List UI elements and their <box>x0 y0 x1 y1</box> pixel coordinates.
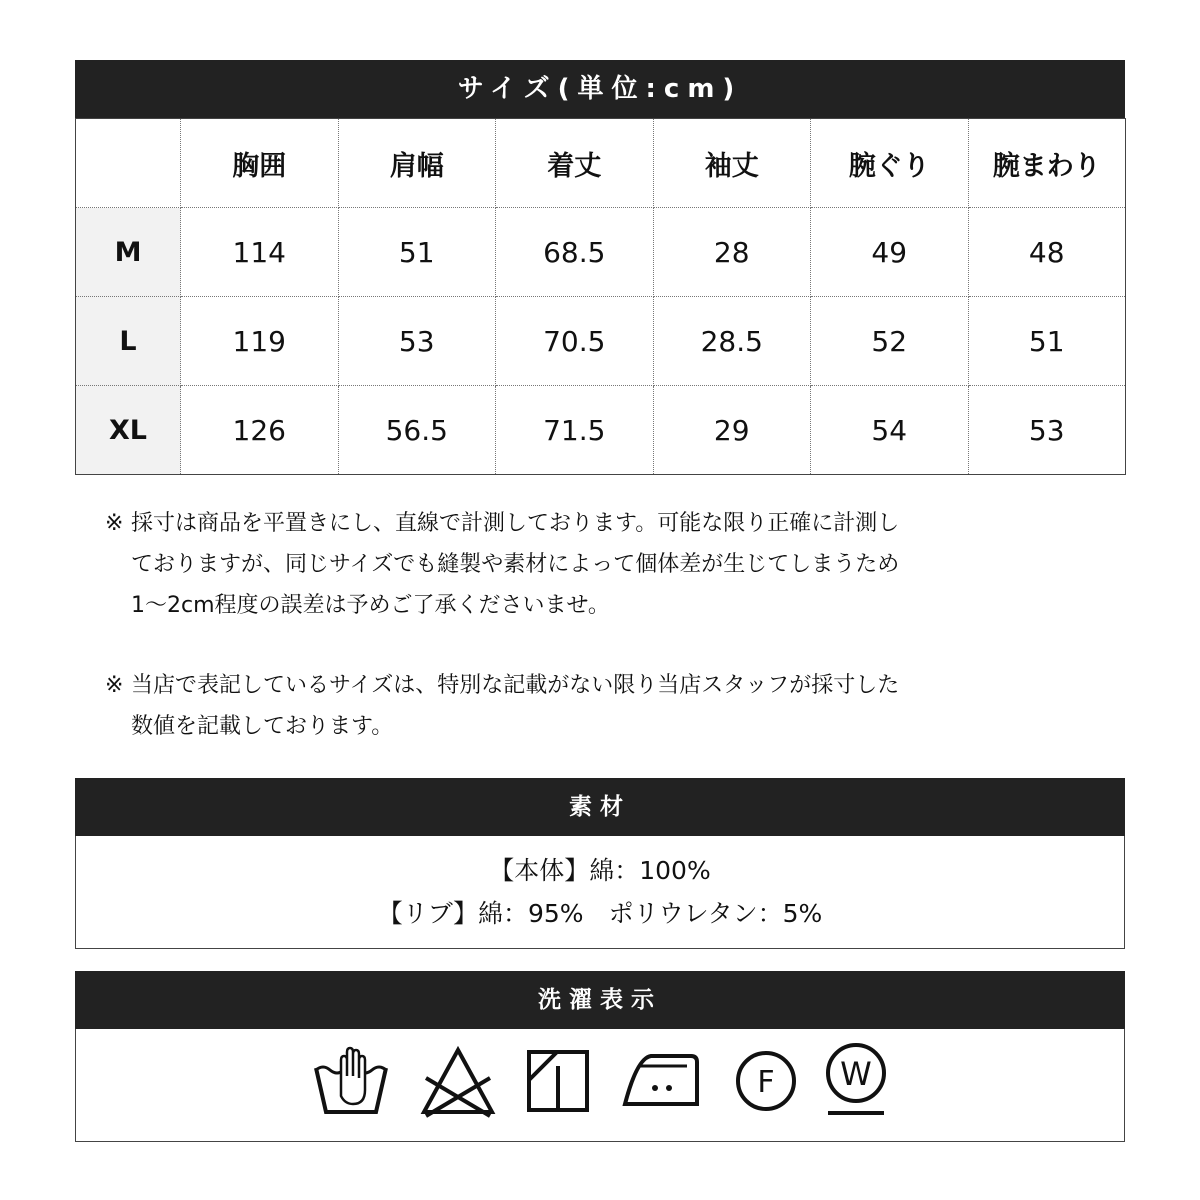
iron-low-icon <box>621 1052 701 1108</box>
measurement-note <box>105 503 1025 626</box>
table-row <box>76 208 1126 297</box>
material-line: 【本体】綿：100% <box>489 856 711 885</box>
table-cell: 119 <box>181 297 339 386</box>
material-line: 【リブ】綿：95% ポリウレタン：5% <box>377 899 823 928</box>
table-cell: 56.5 <box>338 386 496 475</box>
dry-clean-f-letter: F <box>757 1065 775 1100</box>
column-header: 腕ぐり <box>811 119 969 208</box>
table-cell: 70.5 <box>496 297 654 386</box>
table-row <box>76 386 1126 475</box>
table-cell: 53 <box>968 386 1126 475</box>
note-line: ておりますが、同じサイズでも縫製や素材によって個体差が生じてしまうため <box>131 552 900 577</box>
size-label: XL <box>76 386 181 475</box>
size-table-corner <box>76 119 181 208</box>
no-bleach-icon <box>420 1046 496 1118</box>
dry-clean-f-icon <box>734 1049 798 1113</box>
table-cell: 114 <box>181 208 339 297</box>
column-header: 肩幅 <box>338 119 496 208</box>
table-cell: 49 <box>811 208 969 297</box>
size-table <box>75 118 1126 475</box>
column-header: 腕まわり <box>968 119 1126 208</box>
size-table-header-row <box>76 119 1126 208</box>
table-cell: 68.5 <box>496 208 654 297</box>
note-mark: ※ <box>105 673 124 698</box>
table-cell: 52 <box>811 297 969 386</box>
note-line: 1〜2cm程度の誤差は予めご了承くださいませ。 <box>131 593 610 618</box>
note-mark: ※ <box>105 511 124 536</box>
material-box <box>75 836 1125 949</box>
care-symbols-box <box>75 1029 1125 1142</box>
size-label: M <box>76 208 181 297</box>
table-cell: 48 <box>968 208 1126 297</box>
note-text <box>131 503 1025 626</box>
note-line: 採寸は商品を平置きにし、直線で計測しております。可能な限り正確に計測し <box>131 511 900 536</box>
hand-wash-icon <box>313 1046 389 1118</box>
table-cell: 28.5 <box>653 297 811 386</box>
table-cell: 71.5 <box>496 386 654 475</box>
table-cell: 51 <box>968 297 1126 386</box>
table-row <box>76 297 1126 386</box>
note-text <box>131 665 1025 747</box>
note-line: 数値を記載しております。 <box>131 714 394 739</box>
column-header: 胸囲 <box>181 119 339 208</box>
size-source-note <box>105 665 1025 747</box>
table-cell: 53 <box>338 297 496 386</box>
line-dry-shade-icon <box>527 1050 589 1112</box>
wet-clean-w-icon <box>824 1041 888 1119</box>
size-label: L <box>76 297 181 386</box>
note-line: 当店で表記しているサイズは、特別な記載がない限り当店スタッフが採寸した <box>131 673 900 698</box>
wet-clean-w-letter: W <box>840 1055 872 1093</box>
care-section-title: 洗濯表示 <box>75 971 1125 1029</box>
table-cell: 54 <box>811 386 969 475</box>
column-header: 袖丈 <box>653 119 811 208</box>
table-cell: 51 <box>338 208 496 297</box>
table-cell: 126 <box>181 386 339 475</box>
table-cell: 28 <box>653 208 811 297</box>
size-section-title: サイズ(単位:cm) <box>75 60 1125 118</box>
column-header: 着丈 <box>496 119 654 208</box>
table-cell: 29 <box>653 386 811 475</box>
material-section-title: 素材 <box>75 778 1125 836</box>
